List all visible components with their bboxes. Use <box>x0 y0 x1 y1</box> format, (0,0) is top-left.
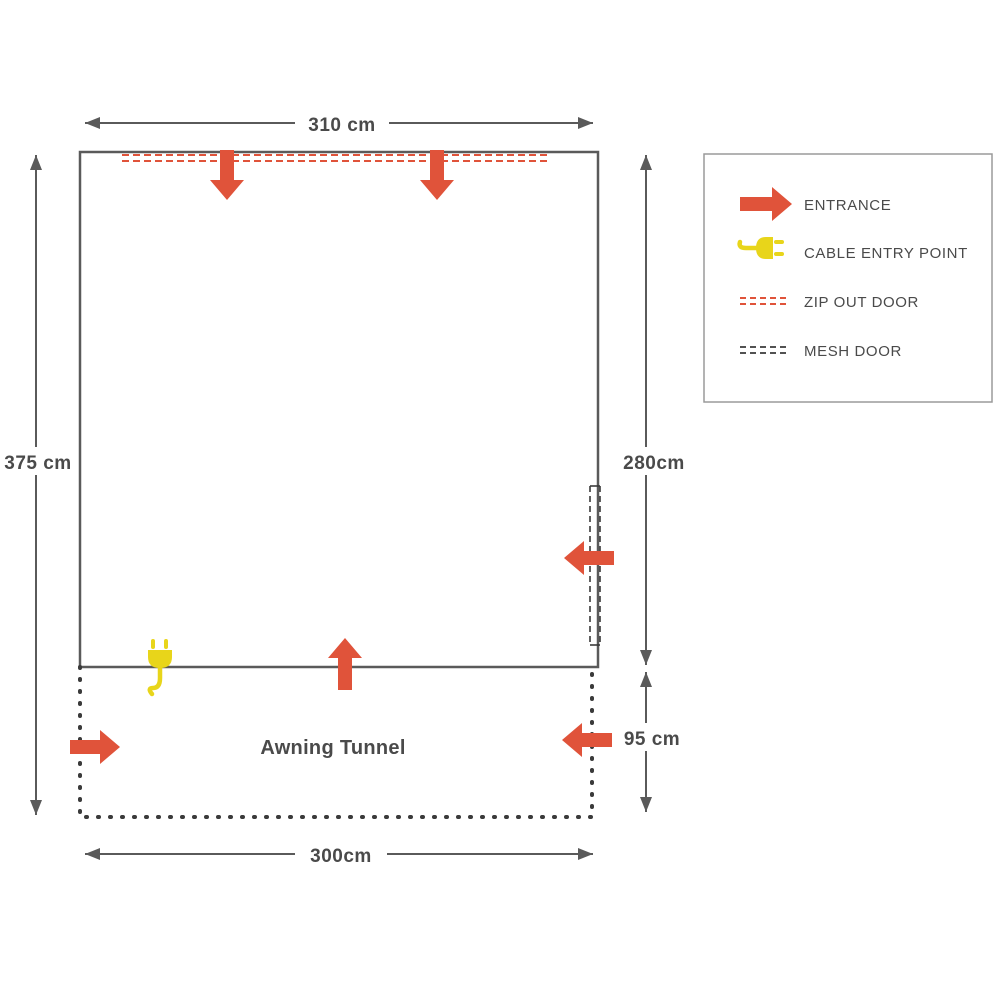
dimension-label-height-left: 375 cm <box>4 453 72 474</box>
arrow-icon <box>564 541 614 575</box>
legend-border <box>704 154 992 402</box>
main-room-rect <box>80 152 598 667</box>
dim-arrowhead-bottom <box>640 650 652 665</box>
dimension-label-width-top: 310 cm <box>308 115 376 136</box>
room-label-awning-tunnel: Awning Tunnel <box>260 737 406 759</box>
entrance-arrow-tunnel-right <box>562 723 612 757</box>
dimension-height-left <box>0 155 76 815</box>
arrow-icon <box>70 730 120 764</box>
dim-arrowhead-top <box>640 155 652 170</box>
arrow-icon <box>328 638 362 690</box>
entrance-arrow-tunnel-up <box>328 638 362 690</box>
dim-arrowhead-left <box>85 848 100 860</box>
dim-arrowhead-left <box>85 117 100 129</box>
dimension-height-right-inner <box>612 155 692 665</box>
arrow-icon <box>210 150 244 200</box>
dimension-label-width-bottom: 300cm <box>310 846 372 867</box>
dim-arrowhead-right <box>578 848 593 860</box>
legend-label-mesh-door: MESH DOOR <box>804 343 902 360</box>
dim-arrowhead-top <box>30 155 42 170</box>
tent-main-outline <box>80 152 598 667</box>
dimension-label-height-right-inner: 280cm <box>623 453 685 474</box>
entrance-arrow-right-mesh <box>564 541 614 575</box>
dimension-width-top <box>85 110 593 136</box>
arrow-icon <box>420 150 454 200</box>
zip-out-door-top <box>122 155 548 161</box>
arrow-icon <box>562 723 612 757</box>
legend-label-zip-out-door: ZIP OUT DOOR <box>804 294 919 311</box>
legend-label-entrance: ENTRANCE <box>804 197 892 214</box>
legend-label-cable-entry: CABLE ENTRY POINT <box>804 245 968 262</box>
legend-panel <box>704 154 992 402</box>
dim-arrowhead-bottom <box>640 797 652 812</box>
dim-arrowhead-right <box>578 117 593 129</box>
entrance-arrow-top-left <box>210 150 244 200</box>
entrance-arrow-top-right <box>420 150 454 200</box>
entrance-arrow-tunnel-left <box>70 730 120 764</box>
dimension-height-right-tunnel <box>616 672 688 812</box>
dimension-width-bottom <box>85 841 593 867</box>
dim-arrowhead-bottom <box>30 800 42 815</box>
dimension-label-height-right-tunnel: 95 cm <box>623 729 681 750</box>
dim-arrowhead-top <box>640 672 652 687</box>
